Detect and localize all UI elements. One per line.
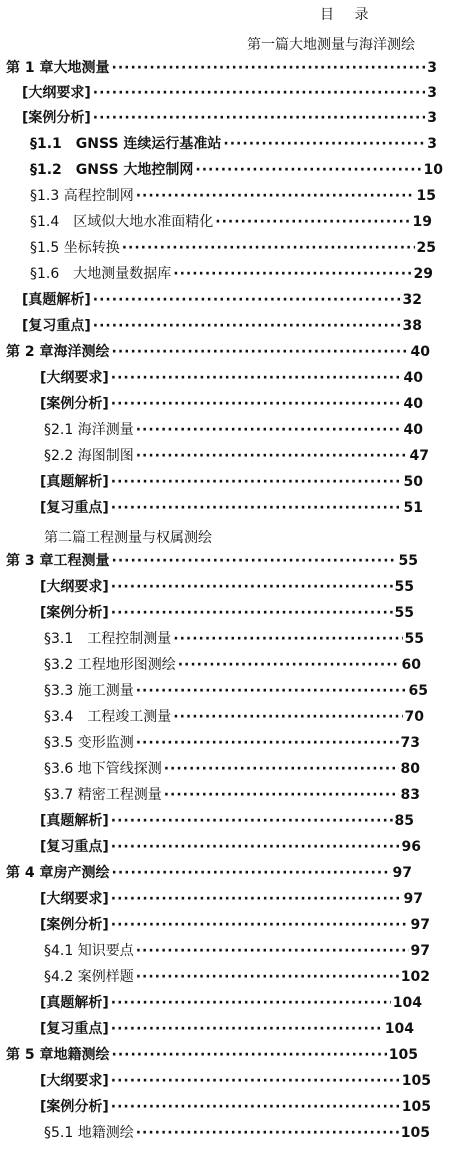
toc-page-number: 55: [398, 553, 418, 569]
toc-entry-label: §4.2 案例样题: [44, 969, 134, 985]
toc-page-number: 10: [423, 162, 443, 178]
toc-page-number: 40: [410, 344, 430, 360]
toc-entry[interactable]: [44, 627, 424, 651]
part-heading-1: 第一篇大地测量与海洋测绘: [247, 37, 415, 53]
toc-page-number: 80: [400, 761, 420, 777]
toc-page-number: 105: [400, 1125, 430, 1141]
toc-page-number: 83: [400, 787, 420, 803]
toc-page-number: 47: [409, 448, 429, 464]
toc-page-number: 105: [388, 1047, 418, 1063]
toc-entry-label: [案例分析]: [40, 605, 109, 621]
dot-leader: [93, 288, 401, 312]
dot-leader: [173, 627, 402, 651]
toc-entry[interactable]: [40, 1017, 414, 1041]
toc-page-number: 102: [400, 969, 430, 985]
toc-page-number: 3: [427, 60, 437, 76]
toc-page-number: 25: [416, 240, 436, 256]
toc-page-number: 40: [403, 370, 423, 386]
toc-entry[interactable]: [30, 158, 443, 182]
toc-entry[interactable]: [40, 575, 414, 599]
toc-page-number: 85: [394, 813, 414, 829]
toc-entry-label: [复习重点]: [22, 318, 91, 334]
toc-entry[interactable]: [44, 965, 430, 989]
dot-leader: [111, 392, 402, 416]
toc-entry[interactable]: [40, 601, 414, 625]
toc-entry-label: §1.2 GNSS 大地控制网: [30, 162, 194, 178]
toc-entry-label: §1.1 GNSS 连续运行基准站: [30, 136, 222, 152]
toc-page-number: 73: [400, 735, 420, 751]
dot-leader: [111, 496, 402, 520]
toc-entry[interactable]: [44, 444, 429, 468]
toc-entry-label: §4.1 知识要点: [44, 943, 134, 959]
toc-entry[interactable]: [40, 496, 423, 520]
dot-leader: [111, 835, 400, 859]
toc-entry[interactable]: [40, 1095, 431, 1119]
toc-entry[interactable]: [30, 210, 432, 234]
toc-entry[interactable]: [40, 887, 423, 911]
dot-leader: [136, 731, 399, 755]
toc-entry[interactable]: [44, 653, 421, 677]
dot-leader: [93, 106, 425, 130]
toc-page-number: 60: [401, 657, 421, 673]
toc-entry-label: [案例分析]: [40, 1099, 109, 1115]
toc-page-number: 97: [410, 917, 430, 933]
dot-leader: [136, 184, 415, 208]
dot-leader: [223, 132, 425, 156]
dot-leader: [111, 913, 409, 937]
toc-entry-label: §3.2 工程地形图测绘: [44, 657, 176, 673]
toc-page-number: 3: [427, 136, 437, 152]
toc-page-number: 50: [403, 474, 423, 490]
toc-page-number: 55: [394, 605, 414, 621]
toc-chapter-3[interactable]: [6, 549, 418, 573]
toc-entry[interactable]: [40, 366, 423, 390]
part-heading-2: 第二篇工程测量与权属测绘: [44, 530, 212, 546]
toc-entry[interactable]: [30, 262, 433, 286]
toc-entry[interactable]: [40, 1069, 431, 1093]
toc-entry[interactable]: [44, 418, 423, 442]
dot-leader: [136, 444, 408, 468]
dot-leader: [111, 366, 402, 390]
toc-entry-label: §2.1 海洋测量: [44, 422, 134, 438]
toc-page-number: 3: [427, 85, 437, 101]
toc-entry[interactable]: [40, 392, 423, 416]
toc-entry-label: [案例分析]: [40, 396, 109, 412]
toc-entry[interactable]: [22, 288, 422, 312]
toc-entry[interactable]: [44, 783, 420, 807]
toc-entry-label: [复习重点]: [40, 1021, 109, 1037]
dot-leader: [111, 575, 393, 599]
toc-page-number: 3: [427, 110, 437, 126]
dot-leader: [215, 210, 410, 234]
dot-leader: [111, 1017, 383, 1041]
toc-entry-label: [真题解析]: [40, 813, 109, 829]
toc-entry-label: §1.5 坐标转换: [30, 240, 120, 256]
toc-entry[interactable]: [22, 314, 422, 338]
toc-entry-label: §1.6 大地测量数据库: [30, 266, 172, 282]
toc-entry-label: §5.1 地籍测绘: [44, 1125, 134, 1141]
toc-page-number: 19: [412, 214, 432, 230]
dot-leader: [164, 783, 399, 807]
dot-leader: [93, 81, 425, 105]
dot-leader: [136, 1121, 399, 1145]
toc-entry[interactable]: [44, 1121, 430, 1145]
toc-entry-label: 第 2 章海洋测绘: [6, 344, 110, 360]
toc-entry[interactable]: [40, 991, 422, 1015]
toc-entry-label: §2.2 海图制图: [44, 448, 134, 464]
dot-leader: [93, 314, 401, 338]
toc-title: 目 录: [320, 7, 377, 23]
toc-entry-label: [真题解析]: [40, 474, 109, 490]
toc-page-number: 96: [401, 839, 421, 855]
dot-leader: [136, 965, 399, 989]
toc-page-number: 32: [402, 292, 422, 308]
toc-entry[interactable]: [22, 106, 437, 130]
toc-page-number: 40: [403, 422, 423, 438]
dot-leader: [111, 470, 402, 494]
dot-leader: [112, 861, 391, 885]
toc-entry-label: [复习重点]: [40, 500, 109, 516]
dot-leader: [111, 601, 393, 625]
dot-leader: [164, 757, 399, 781]
toc-entry-label: [大纲要求]: [40, 579, 109, 595]
toc-entry-label: [大纲要求]: [40, 891, 109, 907]
dot-leader: [111, 1095, 400, 1119]
toc-entry[interactable]: [44, 731, 420, 755]
toc-entry[interactable]: [44, 939, 430, 963]
toc-entry-label: [案例分析]: [22, 110, 91, 126]
dot-leader: [111, 887, 402, 911]
toc-entry-label: [真题解析]: [22, 292, 91, 308]
dot-leader: [112, 340, 409, 364]
toc-entry[interactable]: [40, 913, 430, 937]
toc-chapter-2[interactable]: [6, 340, 430, 364]
dot-leader: [136, 418, 402, 442]
dot-leader: [136, 939, 409, 963]
dot-leader: [112, 56, 426, 80]
toc-entry-label: §3.4 工程竣工测量: [44, 709, 172, 725]
toc-entry-label: [真题解析]: [40, 995, 109, 1011]
toc-page-number: 97: [410, 943, 430, 959]
dot-leader: [178, 653, 400, 677]
toc-chapter-1[interactable]: [6, 56, 437, 80]
toc-page-number: 97: [403, 891, 423, 907]
toc-page-number: 104: [384, 1021, 414, 1037]
toc-page-number: 29: [413, 266, 433, 282]
toc-entry[interactable]: [44, 679, 428, 703]
toc-page-number: 15: [416, 188, 436, 204]
toc-entry-label: §3.5 变形监测: [44, 735, 134, 751]
toc-entry[interactable]: [40, 809, 414, 833]
toc-entry[interactable]: [40, 470, 423, 494]
toc-page-number: 105: [401, 1073, 431, 1089]
toc-entry-label: 第 5 章地籍测绘: [6, 1047, 110, 1063]
toc-entry[interactable]: [30, 184, 436, 208]
toc-chapter-5[interactable]: [6, 1043, 418, 1067]
toc-page-number: 97: [392, 865, 412, 881]
dot-leader: [111, 991, 391, 1015]
toc-page-number: 55: [394, 579, 414, 595]
toc-page-number: 51: [403, 500, 423, 516]
toc-entry[interactable]: [30, 132, 437, 156]
dot-leader: [111, 809, 393, 833]
toc-page-number: 104: [392, 995, 422, 1011]
toc-entry-label: §3.3 施工测量: [44, 683, 134, 699]
toc-entry-label: §3.6 地下管线探测: [44, 761, 162, 777]
toc-page-number: 70: [404, 709, 424, 725]
toc-entry-label: 第 4 章房产测绘: [6, 865, 110, 881]
toc-page-number: 65: [408, 683, 428, 699]
toc-entry-label: [复习重点]: [40, 839, 109, 855]
toc-page-number: 105: [401, 1099, 431, 1115]
toc-entry[interactable]: [44, 757, 420, 781]
toc-entry-label: [案例分析]: [40, 917, 109, 933]
dot-leader: [112, 1043, 387, 1067]
toc-entry-label: 第 1 章大地测量: [6, 60, 110, 76]
toc-entry[interactable]: [44, 705, 424, 729]
toc-entry-label: [大纲要求]: [40, 1073, 109, 1089]
dot-leader: [112, 549, 397, 573]
toc-entry-label: §3.1 工程控制测量: [44, 631, 172, 647]
toc-page-number: 38: [402, 318, 422, 334]
toc-entry-label: [大纲要求]: [22, 85, 91, 101]
toc-page-number: 40: [403, 396, 423, 412]
toc-entry-label: §3.7 精密工程测量: [44, 787, 162, 803]
toc-entry-label: 第 3 章工程测量: [6, 553, 110, 569]
toc-entry[interactable]: [22, 81, 437, 105]
toc-entry-label: §1.3 高程控制网: [30, 188, 134, 204]
toc-entry[interactable]: [30, 236, 436, 260]
toc-page-number: 55: [404, 631, 424, 647]
dot-leader: [122, 236, 415, 260]
toc-chapter-4[interactable]: [6, 861, 412, 885]
toc-entry-label: §1.4 区域似大地水准面精化: [30, 214, 214, 230]
toc-entry-label: [大纲要求]: [40, 370, 109, 386]
dot-leader: [195, 158, 421, 182]
dot-leader: [136, 679, 407, 703]
toc-entry[interactable]: [40, 835, 421, 859]
dot-leader: [173, 705, 402, 729]
dot-leader: [111, 1069, 400, 1093]
dot-leader: [173, 262, 411, 286]
